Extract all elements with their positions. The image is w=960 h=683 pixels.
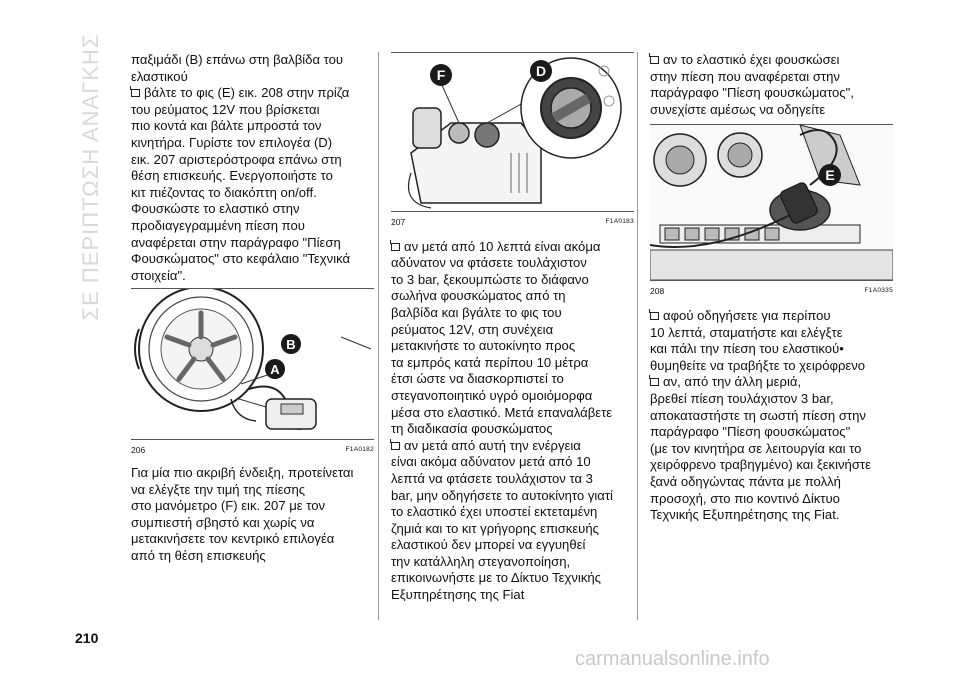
text-line: σωλήνα φουσκώματος από τη [391, 288, 566, 304]
compressor-gauge-illustration [391, 53, 631, 211]
text-line: θυμηθείτε να τραβήξτε το χειρόφρενο [650, 357, 866, 373]
text-line: λεπτά να φτάσετε τουλάχιστον τα 3 [391, 470, 593, 486]
tyre-compressor-illustration [131, 289, 374, 439]
callout-label: D [535, 63, 547, 79]
text-line: κινητήρα. Γυρίστε τον επιλογέα (D) [131, 134, 333, 150]
text-line: παξιμάδι (B) επάνω στη βαλβίδα του [131, 52, 344, 67]
figure-number: 206 [131, 445, 146, 456]
figure-207 [391, 52, 634, 212]
figure-code: F1A0182 [345, 446, 374, 454]
text-line: την κατάλληλη στεγανοποίηση, [391, 553, 571, 569]
figure-caption [131, 442, 374, 459]
figure-number: 207 [391, 217, 406, 227]
checkbox-bullet-icon [391, 442, 400, 450]
callout-label: E [825, 167, 835, 184]
column-1 [131, 52, 374, 564]
text-line: παράγραφο "Πίεση φουσκώματος", [650, 85, 854, 101]
text-line: μετακινήστε το αυτοκίνητο προς [391, 338, 576, 354]
text-line: το 3 bar, ξεκουμπώστε το διάφανο [391, 271, 589, 287]
text-line: έτσι ώστε να διασκορπιστεί το [391, 371, 564, 387]
text-line: αδύνατον να φτάσετε τουλάχιστον [391, 255, 587, 271]
text-line: Για μία πιο ακριβή ένδειξη, προτείνεται [131, 464, 354, 480]
checkbox-bullet-icon [391, 243, 400, 251]
text-line: Φουσκώστε το ελαστικό στην [131, 201, 300, 217]
text-line: από τη θέση επισκευής [131, 547, 266, 563]
text-line: Τεχνικής Εξυπηρέτησης της Fiat. [650, 507, 840, 523]
text-line: Εξυπηρέτησης της Fiat [391, 587, 525, 603]
text-line: στεγανοποιητικό υγρό ομοιόμορφα [391, 387, 593, 403]
text-line: προδιαγεγραμμένη πίεση που [131, 217, 305, 233]
text-line: 10 λεπτά, σταματήστε και ελέγξτε [650, 324, 843, 340]
text-line: χειρόφρενο τραβηγμένο) και ξεκινήστε [650, 457, 871, 473]
text-line: αποκαταστήστε τη σωστή πίεση στην [650, 407, 866, 423]
text-line: συνεχίστε αμέσως να οδηγείτε [650, 101, 826, 117]
bullet-item: αν το ελαστικό έχει φουσκώσει [650, 52, 893, 69]
text-line: τη διαδικασία φουσκώματος [391, 421, 553, 437]
text-line: ξανά οδηγώντας πάντα με πολλή [650, 473, 841, 489]
watermark: carmanualsonline.info [575, 648, 770, 670]
figure-206 [131, 288, 374, 440]
text-line: να ελέγξτε την τιμή της πίεσης [131, 481, 306, 497]
figure-208 [650, 124, 893, 281]
checkbox-bullet-icon [131, 89, 140, 97]
bullet-item: αν μετά από 10 λεπτά είναι ακόμα [391, 239, 634, 256]
text-line: αναφέρεται στην παράγραφο "Πίεση [131, 234, 341, 250]
checkbox-bullet-icon [650, 312, 659, 320]
text-line: συμπιεστή σβηστό και χωρίς να [131, 514, 315, 530]
section-title-vertical: ΣΕ ΠΕΡΙΠΤΩΣΗ ΑΝΑΓΚΗΣ [78, 33, 103, 321]
figure-code: F1A0183 [605, 218, 634, 225]
text-line: βρεθεί πίεση τουλάχιστον 3 bar, [650, 390, 834, 406]
callout-label: A [270, 362, 280, 378]
page-number: 210 [75, 630, 99, 646]
text-line: bar, μην οδηγήσετε το αυτοκίνητο γιατί [391, 487, 613, 503]
column-3 [650, 52, 893, 524]
checkbox-bullet-icon [650, 378, 659, 386]
column-divider [378, 52, 379, 620]
text-line: ζημιά και το κιτ γρήγορης επισκευής [391, 520, 599, 536]
bullet-item: αφού οδηγήσετε για περίπου [650, 308, 893, 325]
dashboard-socket-illustration [650, 125, 893, 280]
text-line: στην πίεση που αναφέρεται στην [650, 68, 840, 84]
text-line: μέσα στο ελαστικό. Μετά επαναλάβετε [391, 404, 613, 420]
text-line: ρεύματος 12V, στη συνέχεια [391, 321, 554, 337]
text-line: τα εμπρός κατά περίπου 10 μέτρα [391, 354, 589, 370]
text-line: είναι ακόμα αδύνατον μετά από 10 [391, 454, 591, 470]
text-line: βαλβίδα και βγάλτε το φις του [391, 304, 562, 320]
text-line: το ελαστικό έχει υποστεί εκτεταμένη [391, 504, 598, 520]
column-divider [637, 52, 638, 620]
figure-caption [650, 283, 893, 300]
figure-number: 208 [650, 286, 665, 297]
text-line: επικοινωνήστε με το Δίκτυο Τεχνικής [391, 570, 601, 586]
figure-code: F1A0335 [864, 287, 893, 295]
figure-caption [391, 214, 634, 231]
callout-label: B [286, 337, 296, 353]
bullet-item: αν, από την άλλη μεριά, [650, 374, 893, 391]
text-line: πιο κοντά και βάλτε μπροστά τον [131, 118, 322, 134]
text-line: Φουσκώματος" στο κεφάλαιο "Τεχνικά [131, 251, 351, 267]
checkbox-bullet-icon [650, 56, 659, 64]
text-line: εικ. 207 αριστερόστροφα επάνω στη [131, 151, 342, 167]
text-line: ελαστικού δεν μπορεί να εγγυηθεί [391, 537, 586, 553]
text-line: κιτ πιέζοντας το διακόπτη on/off. [131, 184, 317, 200]
text-line: (με τον κινητήρα σε λειτουργία και το [650, 440, 862, 456]
column-2 [391, 52, 634, 604]
text-line: προσοχή, στο πιο κοντινό Δίκτυο [650, 490, 840, 506]
text-line: και πάλι την πίεση του ελαστικού• [650, 341, 844, 357]
text-line: ελαστικού [131, 68, 188, 84]
text-line: στο μανόμετρο (F) εικ. 207 με τον [131, 498, 326, 514]
text-line: θέση επισκευής. Ενεργοποιήστε το [131, 168, 333, 184]
callout-label: F [436, 67, 446, 83]
text-line: παράγραφο "Πίεση φουσκώματος" [650, 424, 851, 440]
text-line: του ρεύματος 12V που βρίσκεται [131, 101, 320, 117]
bullet-item: βάλτε το φις (E) εικ. 208 στην πρίζα [131, 85, 374, 102]
bullet-item: αν μετά από αυτή την ενέργεια [391, 438, 634, 455]
text-line: μετακινήσετε τον κεντρικό επιλογέα [131, 531, 335, 547]
text-line: στοιχεία". [131, 267, 186, 283]
